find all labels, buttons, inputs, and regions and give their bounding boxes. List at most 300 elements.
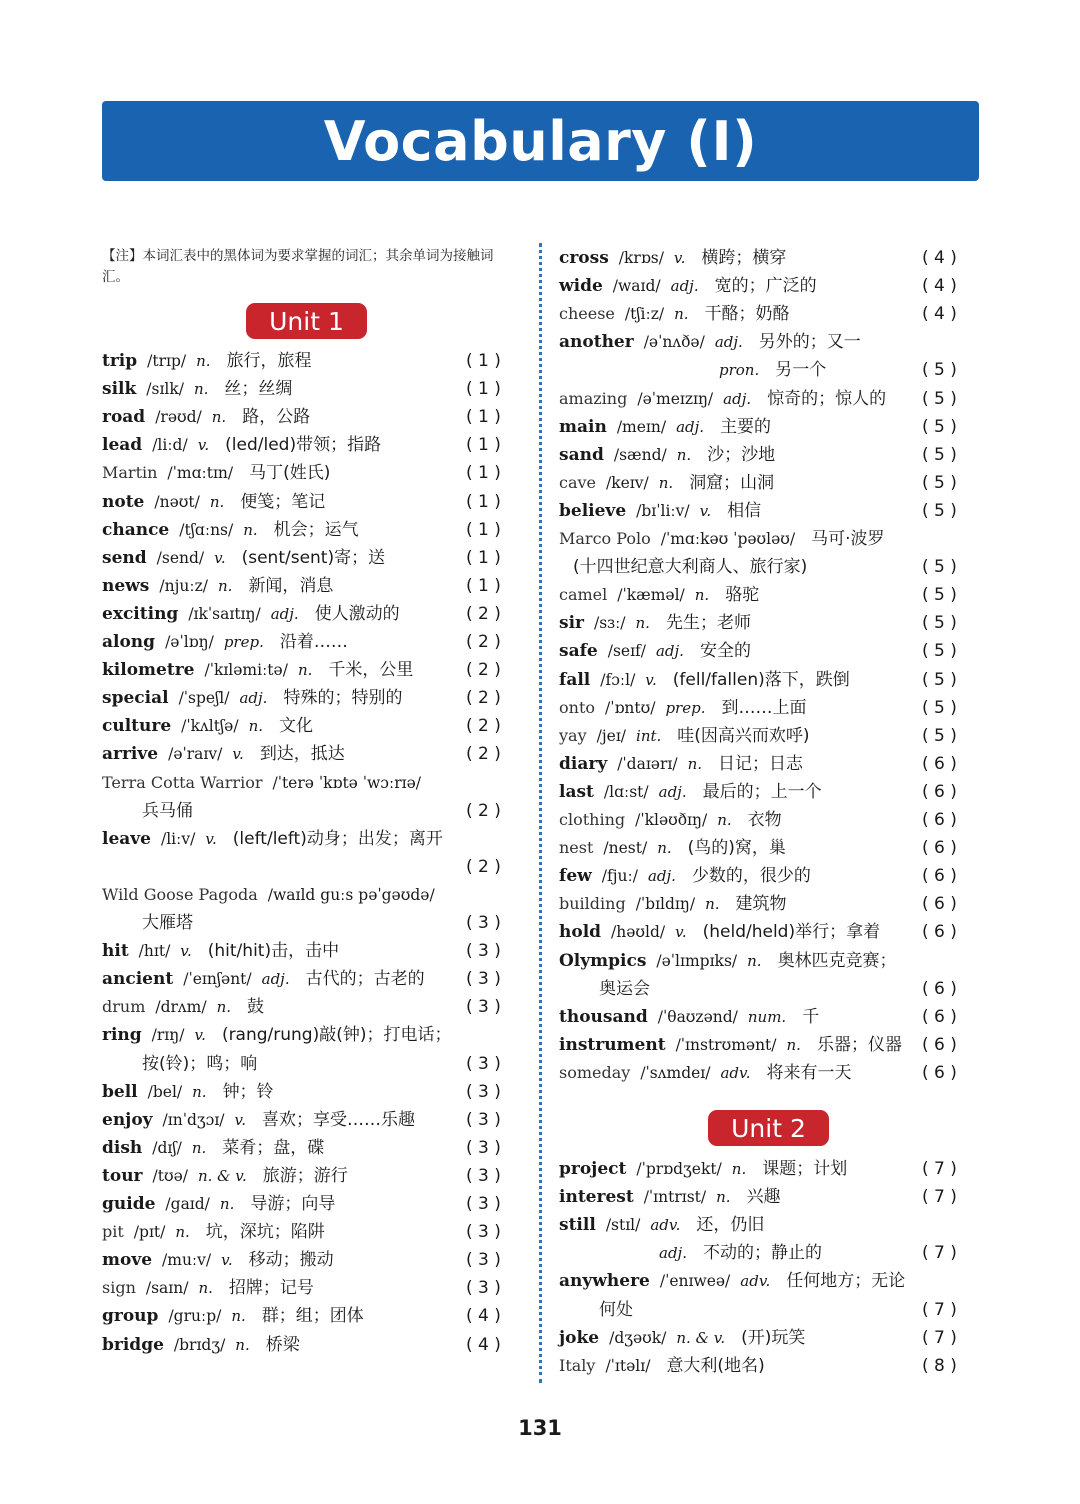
vocab-entry	[559, 835, 786, 861]
meaning: 旅游；游行	[262, 1165, 348, 1186]
part-of-speech: adj.	[676, 417, 705, 436]
unit-number: ( 3 )	[466, 969, 501, 990]
phonetic: /pɪt/	[133, 1223, 166, 1242]
unit-number: ( 3 )	[466, 1137, 501, 1158]
vocab-entry	[102, 938, 339, 964]
unit-number: ( 5 )	[922, 360, 957, 381]
vocab-word: kilometre	[102, 660, 195, 681]
phonetic: /ˈbɪldɪŋ/	[635, 895, 696, 914]
phonetic: /nest/	[603, 839, 648, 858]
unit-number: ( 6 )	[922, 866, 957, 887]
vocab-entry	[559, 919, 880, 945]
vocab-word: sign	[102, 1278, 136, 1298]
meaning: 兵马俑	[142, 800, 193, 821]
unit-number: ( 2 )	[466, 716, 501, 737]
meaning: 何处	[599, 1299, 633, 1320]
meaning: 马丁(姓氏)	[249, 463, 331, 484]
vocab-entry	[559, 386, 886, 412]
phonetic: /bɪˈliːv/	[636, 501, 690, 520]
unit-number: ( 3 )	[466, 941, 501, 962]
phonetic: /tʊə/	[152, 1166, 188, 1185]
unit-number: ( 2 )	[466, 688, 501, 709]
vocab-word: Italy	[559, 1355, 596, 1375]
vocab-entry	[102, 1275, 314, 1301]
unit-number: ( 3 )	[466, 913, 501, 933]
vocab-word: fall	[559, 669, 591, 690]
phonetic: /ˈdaɪərɪ/	[617, 754, 678, 773]
unit-number: ( 7 )	[922, 1327, 957, 1348]
phonetic: /əˈmeɪzɪŋ/	[637, 389, 714, 408]
part-of-speech: v.	[180, 942, 192, 961]
phonetic: /sɜː/	[594, 614, 626, 633]
phonetic: /ˈkʌltʃə/	[181, 717, 239, 736]
vocab-entry	[102, 432, 381, 458]
unit-number: ( 6 )	[922, 894, 957, 915]
meaning: 特殊的；特别的	[283, 688, 403, 709]
part-of-speech: v.	[234, 1110, 246, 1129]
vocab-entry	[559, 1297, 633, 1323]
vocab-entry	[102, 629, 348, 655]
unit-number: ( 6 )	[922, 922, 957, 943]
vocab-word: onto	[559, 697, 595, 717]
part-of-speech: adv.	[740, 1272, 771, 1291]
meaning: 意大利(地名)	[666, 1355, 765, 1376]
vocab-entry	[102, 376, 292, 402]
unit-number: ( 2 )	[466, 800, 501, 821]
vocab-entry	[559, 498, 761, 524]
vocab-entry	[102, 517, 359, 543]
part-of-speech: n. & v.	[197, 1166, 247, 1185]
unit-number: ( 5 )	[922, 557, 957, 578]
vocab-entry	[102, 657, 413, 683]
meaning: 机会；运气	[273, 519, 359, 540]
vocab-entry	[559, 470, 774, 496]
unit-number: ( 6 )	[922, 810, 957, 830]
vocab-word: anywhere	[559, 1271, 650, 1292]
part-of-speech: pron.	[719, 361, 760, 380]
vocab-word: ring	[102, 1025, 142, 1046]
vocab-entry	[102, 1219, 325, 1245]
phonetic: /brɪdʒ/	[173, 1335, 226, 1354]
meaning: (held/held)举行；拿着	[702, 922, 881, 943]
vocab-entry	[559, 948, 897, 974]
meaning: 鼓	[247, 997, 265, 1018]
part-of-speech: n.	[211, 408, 227, 427]
vocab-entry	[102, 404, 310, 430]
phonetic: /ˈɪnstrʊmənt/	[675, 1035, 777, 1054]
vocab-word: road	[102, 407, 146, 428]
unit-number: ( 1 )	[466, 379, 501, 400]
meaning: 沙；沙地	[707, 444, 776, 465]
vocab-word: interest	[559, 1187, 634, 1208]
phonetic: /dɪʃ/	[152, 1138, 182, 1157]
part-of-speech: prep.	[665, 698, 706, 717]
vocab-word: news	[102, 575, 150, 596]
meaning: 古代的；古老的	[305, 969, 425, 990]
part-of-speech: n.	[198, 1279, 213, 1298]
vocab-entry	[559, 723, 810, 749]
vocab-word: safe	[559, 641, 598, 662]
unit-number: ( 3 )	[466, 1222, 501, 1243]
vocab-entry	[559, 329, 861, 355]
unit-number: ( 2 )	[466, 744, 501, 765]
vocab-word: note	[102, 491, 145, 512]
meaning: 洞窟；山洞	[689, 472, 775, 493]
vocab-entry	[559, 301, 790, 327]
vocab-word: believe	[559, 500, 627, 521]
unit-number: ( 5 )	[922, 669, 957, 690]
meaning: 招牌；记号	[228, 1278, 314, 1299]
part-of-speech: v.	[232, 745, 244, 764]
part-of-speech: n.	[705, 895, 720, 914]
vocab-entry	[102, 798, 193, 824]
vocab-word: dish	[102, 1137, 143, 1158]
meaning: 旅行，旅程	[226, 351, 312, 371]
meaning: 安全的	[699, 641, 751, 662]
vocab-entry	[559, 526, 885, 552]
part-of-speech: v.	[197, 436, 210, 455]
part-of-speech: n.	[219, 1195, 235, 1213]
unit-number: ( 6 )	[922, 753, 957, 774]
part-of-speech: n.	[747, 951, 762, 970]
meaning: (十四世纪意大利商人、旅行家)	[573, 557, 808, 578]
meaning: (led/led)带领；指路	[225, 435, 382, 456]
part-of-speech: n.	[694, 586, 710, 605]
vocab-entry	[102, 573, 333, 599]
unit-number: ( 5 )	[922, 613, 957, 634]
meaning: 建筑物	[735, 894, 787, 915]
vocab-entry	[559, 245, 786, 271]
meaning: 到达，抵达	[259, 744, 345, 765]
meaning: 桥梁	[265, 1334, 300, 1355]
vocab-entry	[102, 1051, 257, 1077]
vocab-entry	[559, 442, 775, 468]
part-of-speech: prep.	[223, 633, 264, 651]
vocab-word: chance	[102, 519, 170, 540]
meaning: 哇(因高兴而欢呼)	[677, 725, 810, 746]
phonetic: /send/	[156, 548, 205, 567]
vocab-word: thousand	[559, 1006, 648, 1027]
vocab-word: exciting	[102, 603, 179, 624]
vocab-word: instrument	[559, 1034, 666, 1055]
phonetic: /ˈeɪnʃənt/	[183, 970, 252, 989]
part-of-speech: n.	[674, 305, 689, 324]
phonetic: /tʃiːz/	[624, 305, 665, 324]
meaning: 喜欢；享受……乐趣	[261, 1109, 415, 1130]
vocab-entry	[102, 770, 421, 796]
part-of-speech: v.	[673, 249, 686, 267]
phonetic: /gaɪd/	[165, 1195, 210, 1213]
vocab-entry	[102, 854, 142, 880]
phonetic: /ˈɒntʊ/	[605, 698, 656, 717]
unit-number: ( 2 )	[466, 632, 501, 652]
vocab-word: move	[102, 1250, 153, 1271]
column-divider	[539, 243, 542, 1383]
vocab-entry	[102, 601, 400, 627]
vocab-entry	[102, 1191, 335, 1217]
phonetic: /jeɪ/	[596, 726, 627, 745]
vocab-word: few	[559, 866, 592, 887]
vocab-word: sir	[559, 613, 584, 634]
unit-number: ( 1 )	[466, 491, 501, 512]
phonetic: /drʌm/	[155, 998, 207, 1017]
part-of-speech: n.	[248, 717, 264, 736]
vocab-entry	[102, 1332, 300, 1358]
vocab-entry	[559, 976, 650, 1002]
vocab-word: cross	[559, 248, 609, 268]
unit-number: ( 7 )	[922, 1187, 957, 1208]
meaning: 惊奇的；惊人的	[767, 388, 887, 409]
unit-number: ( 3 )	[466, 1250, 501, 1271]
unit-number: ( 1 )	[466, 351, 501, 371]
phonetic: /ˈprɒdʒekt/	[636, 1160, 722, 1178]
unit-number: ( 1 )	[466, 519, 501, 540]
vocab-entry	[559, 863, 811, 889]
vocab-entry	[559, 638, 751, 664]
phonetic: /saɪn/	[145, 1279, 189, 1298]
meaning: (rang/rung)敲(钟)；打电话；	[221, 1025, 452, 1046]
unit-number: ( 3 )	[466, 997, 501, 1018]
vocab-entry	[102, 1163, 348, 1189]
vocab-word: bell	[102, 1081, 138, 1102]
vocab-word: enjoy	[102, 1109, 153, 1130]
meaning: 任何地方；无论	[786, 1271, 906, 1292]
phonetic: /seɪf/	[607, 642, 646, 661]
meaning: 将来有一天	[766, 1062, 852, 1083]
meaning: 先生；老师	[665, 613, 751, 634]
vocab-word: sand	[559, 444, 604, 465]
vocab-entry	[559, 891, 787, 917]
vocab-word: last	[559, 781, 594, 802]
phonetic: /fjuː/	[601, 867, 638, 886]
vocab-entry	[559, 1325, 805, 1351]
meaning: (fell/fallen)落下，跌倒	[672, 669, 850, 690]
vocab-entry	[559, 554, 807, 580]
part-of-speech: n.	[218, 576, 233, 595]
vocab-word: drum	[102, 997, 146, 1017]
meaning: 干酪；奶酪	[704, 304, 790, 325]
phonetic: /trɪp/	[147, 352, 187, 370]
part-of-speech: n.	[235, 1335, 250, 1354]
vocab-word: trip	[102, 351, 138, 371]
part-of-speech: adj.	[239, 689, 268, 708]
meaning: 沿着……	[279, 632, 348, 652]
phonetic: /ˈterə ˈkɒtə ˈwɔːrɪə/	[272, 773, 421, 792]
unit-number: ( 3 )	[466, 1109, 501, 1130]
vocab-entry	[559, 1004, 819, 1030]
part-of-speech: int.	[636, 726, 662, 745]
unit-number: ( 4 )	[922, 276, 957, 297]
unit-number: ( 3 )	[466, 1165, 501, 1186]
unit-number: ( 8 )	[922, 1355, 957, 1376]
meaning: 骆驼	[725, 585, 760, 606]
unit-number: ( 1 )	[466, 463, 501, 484]
meaning: 衣物	[747, 810, 782, 830]
meaning: 奥运会	[599, 978, 650, 999]
unit-1-badge: Unit 1	[246, 303, 367, 339]
phonetic: /krɒs/	[618, 249, 664, 267]
unit-number: ( 3 )	[466, 1278, 501, 1299]
unit-number: ( 6 )	[922, 1034, 957, 1055]
vocab-word: wide	[559, 276, 603, 297]
meaning: 坑，深坑；陷阱	[205, 1222, 325, 1243]
phonetic: /liːv/	[160, 829, 196, 848]
unit-number: ( 1 )	[466, 575, 501, 596]
phonetic: /əˈraɪv/	[168, 745, 223, 764]
vocab-word: ancient	[102, 969, 174, 990]
vocab-entry	[102, 1107, 415, 1133]
phonetic: /hɪt/	[138, 942, 171, 961]
part-of-speech: adj.	[655, 642, 684, 661]
vocab-word: still	[559, 1215, 596, 1236]
vocab-word: building	[559, 894, 626, 914]
part-of-speech: v.	[205, 829, 217, 848]
phonetic: /gruːp/	[168, 1307, 222, 1326]
unit-number: ( 2 )	[466, 603, 501, 624]
part-of-speech: v.	[675, 923, 687, 942]
vocab-word: hit	[102, 941, 129, 962]
unit-number: ( 5 )	[922, 641, 957, 662]
meaning: 丝；丝绸	[224, 379, 293, 400]
unit-number: ( 4 )	[922, 248, 957, 268]
note-text: 本词汇表中的黑体词为要求掌握的词汇；其余单词为接触词汇。	[102, 248, 494, 285]
vocab-entry	[102, 966, 425, 992]
phonetic: /liːd/	[152, 436, 188, 455]
part-of-speech: adj.	[270, 604, 299, 623]
unit-number: ( 1 )	[466, 407, 501, 428]
phonetic: /njuːz/	[159, 576, 208, 595]
part-of-speech: v.	[645, 670, 657, 689]
vocab-entry	[102, 882, 435, 908]
note-tag: 【注】	[102, 248, 143, 264]
phonetic: /tʃɑːns/	[179, 520, 234, 539]
phonetic: /bel/	[147, 1082, 183, 1101]
vocab-entry	[559, 610, 751, 636]
vocab-word: along	[102, 632, 156, 652]
vocab-word: Terra Cotta Warrior	[102, 772, 263, 792]
part-of-speech: n.	[717, 811, 732, 829]
part-of-speech: adv.	[650, 1216, 681, 1235]
vocab-entry	[559, 1212, 764, 1238]
phonetic: /keɪv/	[606, 473, 649, 492]
phonetic: /meɪn/	[616, 417, 667, 436]
phonetic: /ˈspeʃl/	[178, 689, 230, 708]
vocab-entry	[559, 1268, 905, 1294]
vocab-entry	[559, 273, 817, 299]
vocab-word: clothing	[559, 810, 626, 829]
phonetic: /ˈsʌmdeɪ/	[640, 1063, 711, 1082]
vocab-word: arrive	[102, 744, 159, 765]
vocab-word: group	[102, 1306, 159, 1327]
phonetic: /ˈkɪləmiːtə/	[204, 661, 288, 680]
part-of-speech: n.	[192, 1082, 207, 1101]
vocab-word: special	[102, 688, 169, 709]
vocab-word: camel	[559, 585, 608, 605]
meaning: (开)玩笑	[741, 1327, 806, 1348]
vocab-word: amazing	[559, 388, 628, 408]
vocab-word: nest	[559, 838, 594, 858]
meaning: (left/left)动身；出发；离开	[232, 828, 443, 849]
phonetic: /waɪld guːs pəˈgəʊdə/	[267, 885, 435, 904]
unit-number: ( 1 )	[466, 435, 501, 456]
part-of-speech: adj.	[261, 970, 290, 989]
vocab-word: send	[102, 547, 147, 568]
meaning: 日记；日志	[718, 753, 804, 774]
part-of-speech: n.	[676, 445, 692, 464]
vocab-word: bridge	[102, 1334, 164, 1355]
phonetic: /əˈlɪmpɪks/	[656, 951, 738, 970]
phonetic: /muːv/	[162, 1251, 212, 1270]
part-of-speech: adj.	[714, 333, 743, 352]
part-of-speech: n.	[786, 1035, 801, 1054]
unit-number: ( 7 )	[922, 1299, 957, 1320]
part-of-speech: adj.	[723, 389, 752, 408]
unit-number: ( 5 )	[922, 500, 957, 521]
part-of-speech: n.	[657, 839, 672, 858]
unit-number: ( 6 )	[922, 1062, 957, 1083]
phonetic: /sænd/	[613, 445, 667, 464]
part-of-speech: n.	[196, 352, 211, 370]
part-of-speech: n.	[716, 1188, 731, 1207]
vocab-word: cheese	[559, 304, 615, 324]
vocab-word: someday	[559, 1062, 631, 1082]
meaning: 文化	[279, 716, 314, 737]
unit-number: ( 6 )	[922, 781, 957, 802]
vocab-entry	[102, 460, 330, 486]
vocab-entry	[559, 582, 759, 608]
unit-number: ( 4 )	[466, 1334, 501, 1355]
unit-number: ( 3 )	[466, 1081, 501, 1102]
phonetic: /ˈθaʊzənd/	[657, 1007, 738, 1026]
vocab-entry	[102, 910, 193, 936]
part-of-speech: n.	[191, 1138, 207, 1157]
unit-number: ( 6 )	[922, 1006, 957, 1027]
meaning: 少数的，很少的	[691, 866, 811, 887]
phonetic: /nəʊt/	[154, 492, 200, 511]
meaning: 乐器；仪器	[816, 1034, 902, 1055]
meaning: 新闻，消息	[248, 575, 334, 596]
meaning: 马可·波罗	[811, 529, 885, 549]
unit-number: ( 5 )	[922, 472, 957, 493]
vocab-word: Marco Polo	[559, 529, 651, 548]
vocab-word: guide	[102, 1194, 156, 1214]
phonetic: /ˈmɑːkəʊ ˈpəʊləʊ/	[660, 530, 796, 548]
unit-number: ( 5 )	[922, 388, 957, 409]
meaning: 导游；向导	[250, 1194, 336, 1214]
vocab-word: culture	[102, 716, 172, 737]
meaning: 另一个	[775, 360, 827, 381]
phonetic: /əˈlɒŋ/	[165, 633, 214, 651]
unit-number: ( 3 )	[466, 1194, 501, 1214]
phonetic: /sɪlk/	[146, 380, 184, 399]
meaning: 群；组；团体	[261, 1306, 364, 1327]
phonetic: /ˈkləʊðɪŋ/	[635, 811, 708, 829]
meaning: 菜肴；盘，碟	[222, 1137, 325, 1158]
unit-number: ( 2 )	[466, 856, 501, 877]
phonetic: /waɪd/	[612, 277, 661, 296]
vocab-entry	[102, 1022, 452, 1048]
part-of-speech: n.	[175, 1223, 190, 1242]
vocab-entry	[102, 489, 325, 515]
meaning: 千	[802, 1006, 820, 1027]
vocab-word: yay	[559, 725, 587, 745]
unit-number: ( 5 )	[922, 697, 957, 718]
part-of-speech: n.	[658, 473, 674, 492]
vocab-entry	[559, 1184, 781, 1210]
phonetic: /ˈenɪweə/	[659, 1272, 731, 1291]
unit-number: ( 7 )	[922, 1159, 957, 1179]
vocab-entry	[559, 667, 850, 693]
